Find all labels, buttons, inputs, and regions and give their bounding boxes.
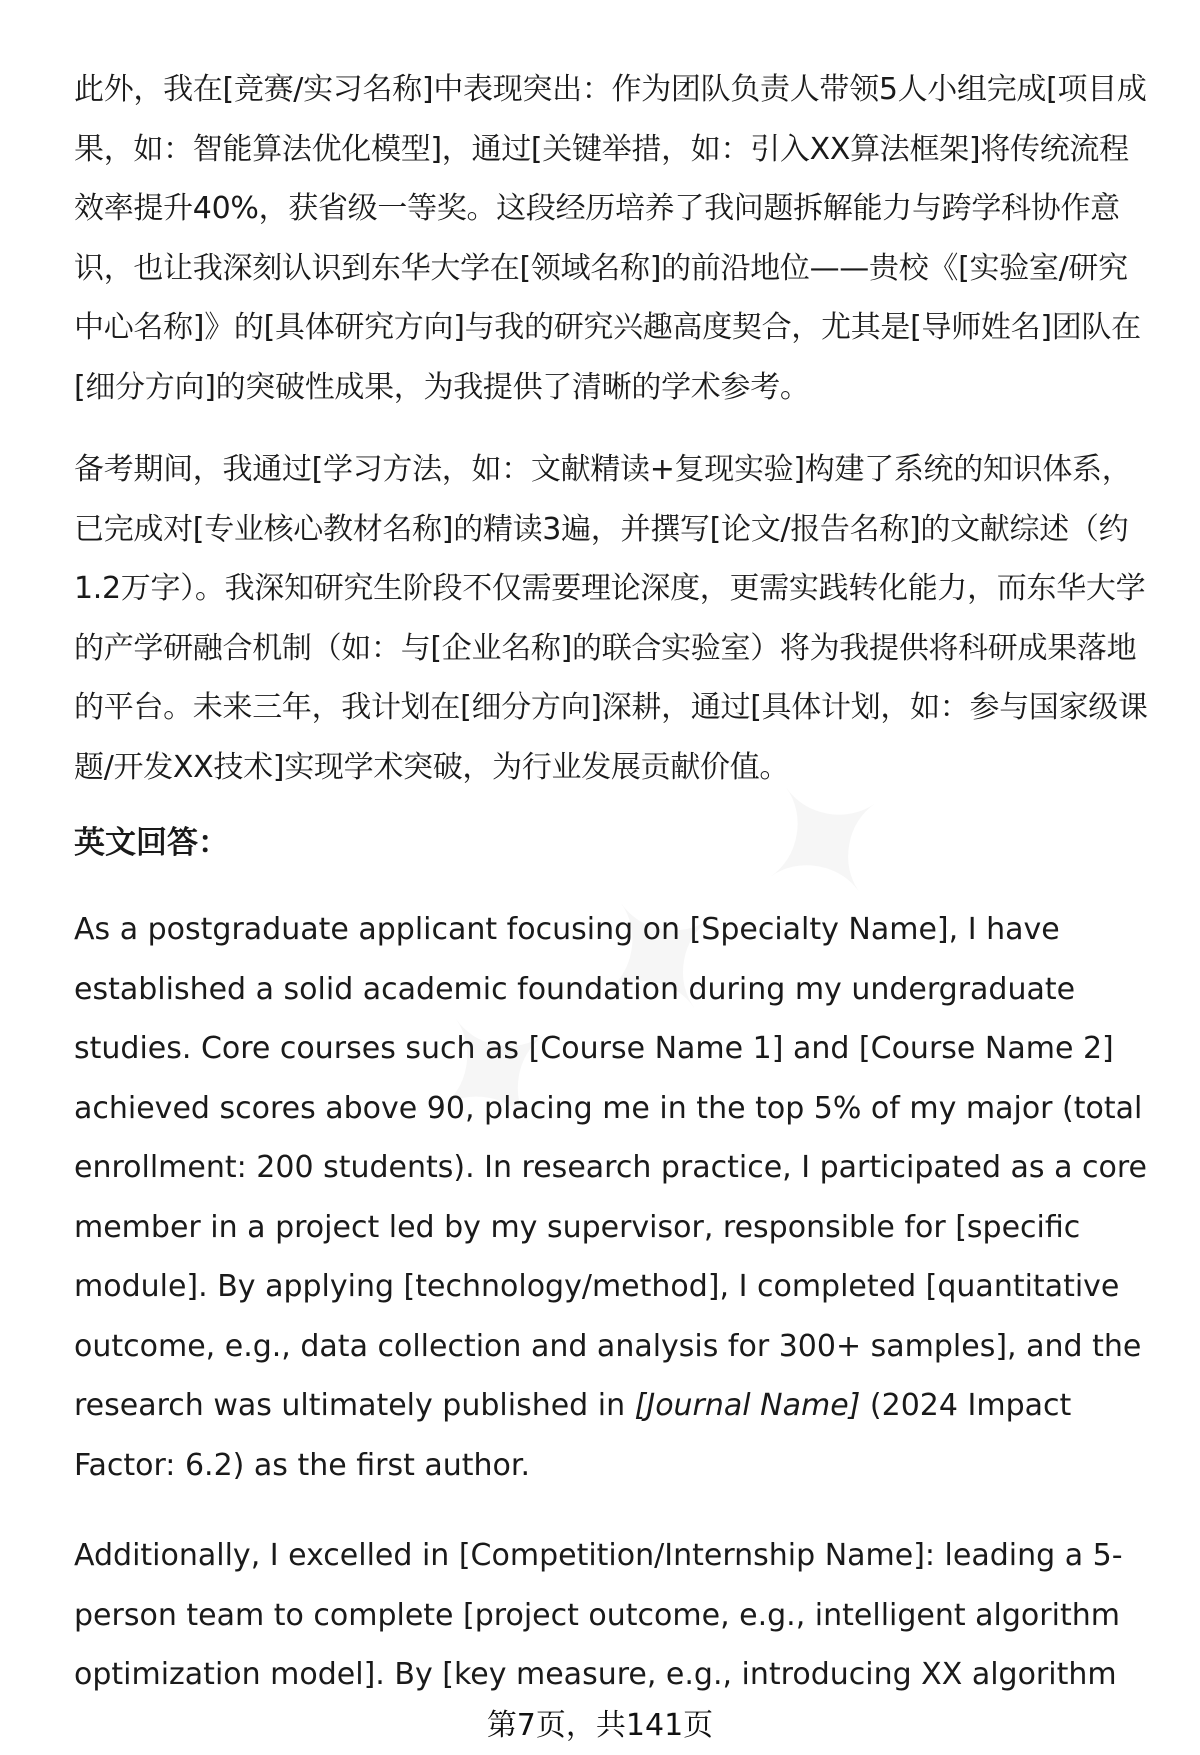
journal-name: [Journal Name] <box>634 1388 861 1423</box>
document-page <box>74 60 1154 1736</box>
english-paragraph-2: Additionally, I excelled in [Competition/Internship Name]: leading a 5-person team to complete [project outcome, e.g., intelligent algorithm optimization model]. By [key measure, e.g., introducing XX algorithm <box>74 1538 1123 1692</box>
english-paragraph-1-text: As a postgraduate applicant focusing on [Specialty Name], I have established a solid academic foundation during my undergraduate studies. Core courses such as [Course Name 1] and [Course Name 2] achieved scores above 90, placing me in the top 5% of my major (total enrollment: 200 students). In research practice, I participated as a core member in a project led by my supervisor, responsible for [specific module]. By applying [technology/method], I completed [quantitative outcome, e.g., data collection and analysis for 300+ samples], and the research was ultimately published in <box>74 912 1147 1423</box>
english-paragraph-1-tail: (2024 Impact Factor: 6.2) as the first author. <box>74 1388 1072 1483</box>
english-answer-heading: 英文回答： <box>74 825 229 861</box>
english-paragraph-1 <box>74 900 1154 1495</box>
chinese-paragraph-2: 备考期间，我通过[学习方法，如：文献精读+复现实验]构建了系统的知识体系，已完成对[专业核心教材名称]的精读3遍，并撰写[论文/报告名称]的文献综述（约1.2万字）。我深知研究生阶段不仅需要理论深度，更需实践转化能力，而东华大学的产学研融合机制（如：与[企业名称]的联合实验室）将为我提供将科研成果落地的平台。未来三年，我计划在[细分方向]深耕，通过[具体计划，如：参与国家级课题/开发XX技术]实现学术突破，为行业发展贡献价值。 <box>74 452 1148 785</box>
chinese-paragraph-1: 此外，我在[竞赛/实习名称]中表现突出：作为团队负责人带领5人小组完成[项目成果，如：智能算法优化模型]，通过[关键举措，如：引入XX算法框架]将传统流程效率提升40%，获省级一等奖。这段经历培养了我问题拆解能力与跨学科协作意识，也让我深刻认识到东华大学在[领域名称]的前沿地位——贵校《[实验室/研究中心名称]》的[具体研究方向]与我的研究兴趣高度契合，尤其是[导师姓名]团队在[细分方向]的突破性成果，为我提供了清晰的学术参考。 <box>74 72 1147 405</box>
page-number-footer: 第7页，共141页 <box>486 1708 714 1743</box>
